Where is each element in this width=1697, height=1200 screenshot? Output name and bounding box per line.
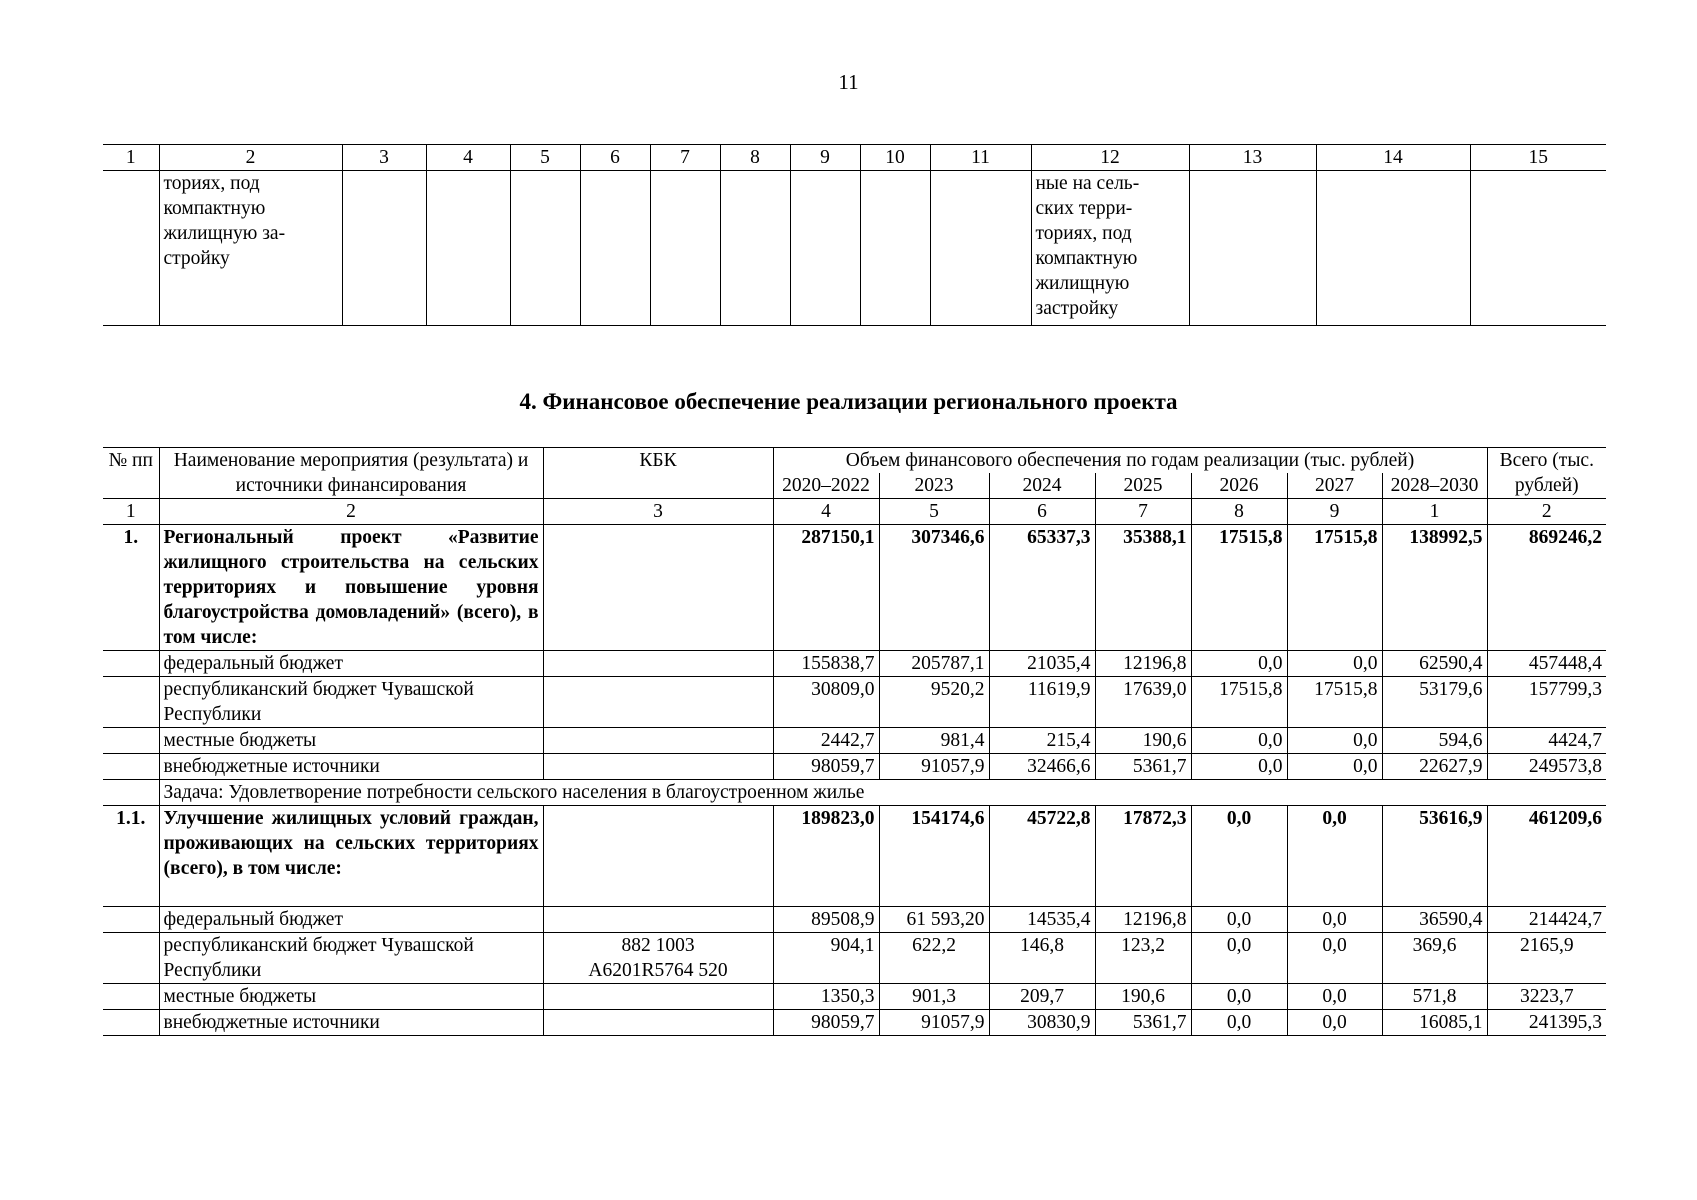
row-value: 17515,8 [1191,525,1287,651]
row-value: 241395,3 [1487,1010,1606,1036]
row-value: 35388,1 [1095,525,1191,651]
section-title: 4. Финансовое обеспечение реализации регионального проекта [519,389,1178,414]
row-value: 594,6 [1382,728,1487,754]
table-row [103,806,1606,907]
row-value: 0,0 [1287,1010,1382,1036]
row-value: 369,6 [1382,933,1487,984]
header-year: 2023 [879,473,989,499]
col12-text: ные на сель- ских терри- ториях, под компактную жилищную застройку [1031,171,1189,326]
row-value: 157799,3 [1487,677,1606,728]
col-number: 8 [720,145,790,171]
row-value: 146,8 [989,933,1095,984]
row-value: 36590,4 [1382,907,1487,933]
row-value: 22627,9 [1382,754,1487,780]
page-number: 11 [838,70,859,94]
row-value: 901,3 [879,984,989,1010]
row-value: 190,6 [1095,728,1191,754]
row-value: 17515,8 [1287,525,1382,651]
table-row [103,933,1606,984]
row-value: 869246,2 [1487,525,1606,651]
row-name: внебюджетные источники [159,754,543,780]
row-value: 17515,8 [1287,677,1382,728]
row-value: 5361,7 [1095,1010,1191,1036]
col-number: 15 [1470,145,1606,171]
row-value: 0,0 [1191,907,1287,933]
row-value: 62590,4 [1382,651,1487,677]
header-row-1 [103,448,1606,474]
row-kbk: 882 1003 А6201R5764 520 [543,933,773,984]
row-kbk [543,806,773,907]
col-number: 4 [426,145,510,171]
row-value: 155838,7 [773,651,879,677]
table-row [103,754,1606,780]
row-value: 981,4 [879,728,989,754]
row-value: 61 593,20 [879,907,989,933]
row-name: республиканский бюджет Чувашской Республики [159,677,543,728]
header-year: 2026 [1191,473,1287,499]
header-no: № пп [103,448,159,499]
table-row [103,677,1606,728]
row-value: 45722,8 [989,806,1095,907]
row-value: 32466,6 [989,754,1095,780]
row-value: 214424,7 [1487,907,1606,933]
row-value: 4424,7 [1487,728,1606,754]
col-number: 6 [580,145,650,171]
row-value: 0,0 [1287,933,1382,984]
row-name: внебюджетные источники [159,1010,543,1036]
row-value: 0,0 [1191,933,1287,984]
col-number: 3 [342,145,426,171]
column-number-row [103,145,1606,171]
row-name: Региональный проект «Развитие жилищного строительства на сельских территориях и повышение уровня благоустройства домовладений» (всего), в том числе: [159,525,543,651]
col-number: 7 [650,145,720,171]
header-year: 2028–2030 [1382,473,1487,499]
row-value: 0,0 [1287,984,1382,1010]
col-number: 1 [103,145,159,171]
row-name: республиканский бюджет Чувашской Республики [159,933,543,984]
row-value: 98059,7 [773,754,879,780]
row-value: 461209,6 [1487,806,1606,907]
row-number: 1. [103,525,159,651]
row-value: 11619,9 [989,677,1095,728]
row-value: 0,0 [1191,754,1287,780]
table-row [103,525,1606,651]
row-value: 21035,4 [989,651,1095,677]
col2-text: ториях, под компактную жилищную за- стройку [159,171,342,326]
header-total: Всего (тыс. рублей) [1487,448,1606,499]
row-value: 622,2 [879,933,989,984]
row-value: 154174,6 [879,806,989,907]
row-value: 0,0 [1191,728,1287,754]
row-value: 12196,8 [1095,651,1191,677]
row-value: 17515,8 [1191,677,1287,728]
header-year: 2027 [1287,473,1382,499]
row-value: 1350,3 [773,984,879,1010]
table-row [103,907,1606,933]
row-value: 2165,9 [1487,933,1606,984]
column-number-row: 1 2 3 4 5 6 7 8 9 1 2 [103,499,1606,525]
continuation-row [103,171,1606,326]
header-year: 2020–2022 [773,473,879,499]
row-value: 0,0 [1191,1010,1287,1036]
row-value: 0,0 [1287,806,1382,907]
header-year: 2024 [989,473,1095,499]
col-number: 2 [159,145,342,171]
row-value: 0,0 [1287,754,1382,780]
col-number: 13 [1189,145,1316,171]
row-value: 0,0 [1287,651,1382,677]
row-kbk [543,525,773,651]
header-year: 2025 [1095,473,1191,499]
continuation-table [103,144,1606,326]
row-value: 189823,0 [773,806,879,907]
row-value: 91057,9 [879,1010,989,1036]
row-value: 249573,8 [1487,754,1606,780]
row-value: 89508,9 [773,907,879,933]
row-value: 30809,0 [773,677,879,728]
row-name: местные бюджеты [159,728,543,754]
row-value: 0,0 [1191,651,1287,677]
col-number: 11 [930,145,1031,171]
row-value: 209,7 [989,984,1095,1010]
row-value: 0,0 [1287,728,1382,754]
row-value: 3223,7 [1487,984,1606,1010]
table-row [103,1010,1606,1036]
header-kbk: КБК [543,448,773,499]
row-name: федеральный бюджет [159,651,543,677]
table-row [103,984,1606,1010]
row-value: 138992,5 [1382,525,1487,651]
row-value: 0,0 [1287,907,1382,933]
row-value: 12196,8 [1095,907,1191,933]
row-value: 190,6 [1095,984,1191,1010]
row-value: 65337,3 [989,525,1095,651]
finance-table [103,447,1606,1036]
row-value: 98059,7 [773,1010,879,1036]
row-value: 53616,9 [1382,806,1487,907]
col-number: 10 [860,145,930,171]
row-value: 205787,1 [879,651,989,677]
row-value: 14535,4 [989,907,1095,933]
row-value: 0,0 [1191,806,1287,907]
table-row [103,728,1606,754]
row-value: 904,1 [773,933,879,984]
header-name: Наименование мероприятия (результата) и источники финансирования [159,448,543,499]
row-name: местные бюджеты [159,984,543,1010]
header-volume: Объем финансового обеспечения по годам реализации (тыс. рублей) [773,448,1487,474]
row-value: 2442,7 [773,728,879,754]
row-name: федеральный бюджет [159,907,543,933]
row-value: 571,8 [1382,984,1487,1010]
row-number: 1.1. [103,806,159,907]
row-value: 0,0 [1191,984,1287,1010]
row-value: 5361,7 [1095,754,1191,780]
col-number: 5 [510,145,580,171]
row-value: 17639,0 [1095,677,1191,728]
row-value: 307346,6 [879,525,989,651]
row-name: Улучшение жилищных условий граждан, проживающих на сельских территориях (всего), в том числе: [159,806,543,907]
task-row [103,780,1606,806]
row-value: 17872,3 [1095,806,1191,907]
row-value: 30830,9 [989,1010,1095,1036]
row-value: 123,2 [1095,933,1191,984]
row-value: 53179,6 [1382,677,1487,728]
row-value: 287150,1 [773,525,879,651]
row-value: 91057,9 [879,754,989,780]
table-row [103,651,1606,677]
row-value: 457448,4 [1487,651,1606,677]
col-number: 9 [790,145,860,171]
row-value: 215,4 [989,728,1095,754]
task-text: Задача: Удовлетворение потребности сельского населения в благоустроенном жилье [159,780,1606,806]
col-number: 14 [1316,145,1470,171]
row-value: 16085,1 [1382,1010,1487,1036]
col-number: 12 [1031,145,1189,171]
row-value: 9520,2 [879,677,989,728]
